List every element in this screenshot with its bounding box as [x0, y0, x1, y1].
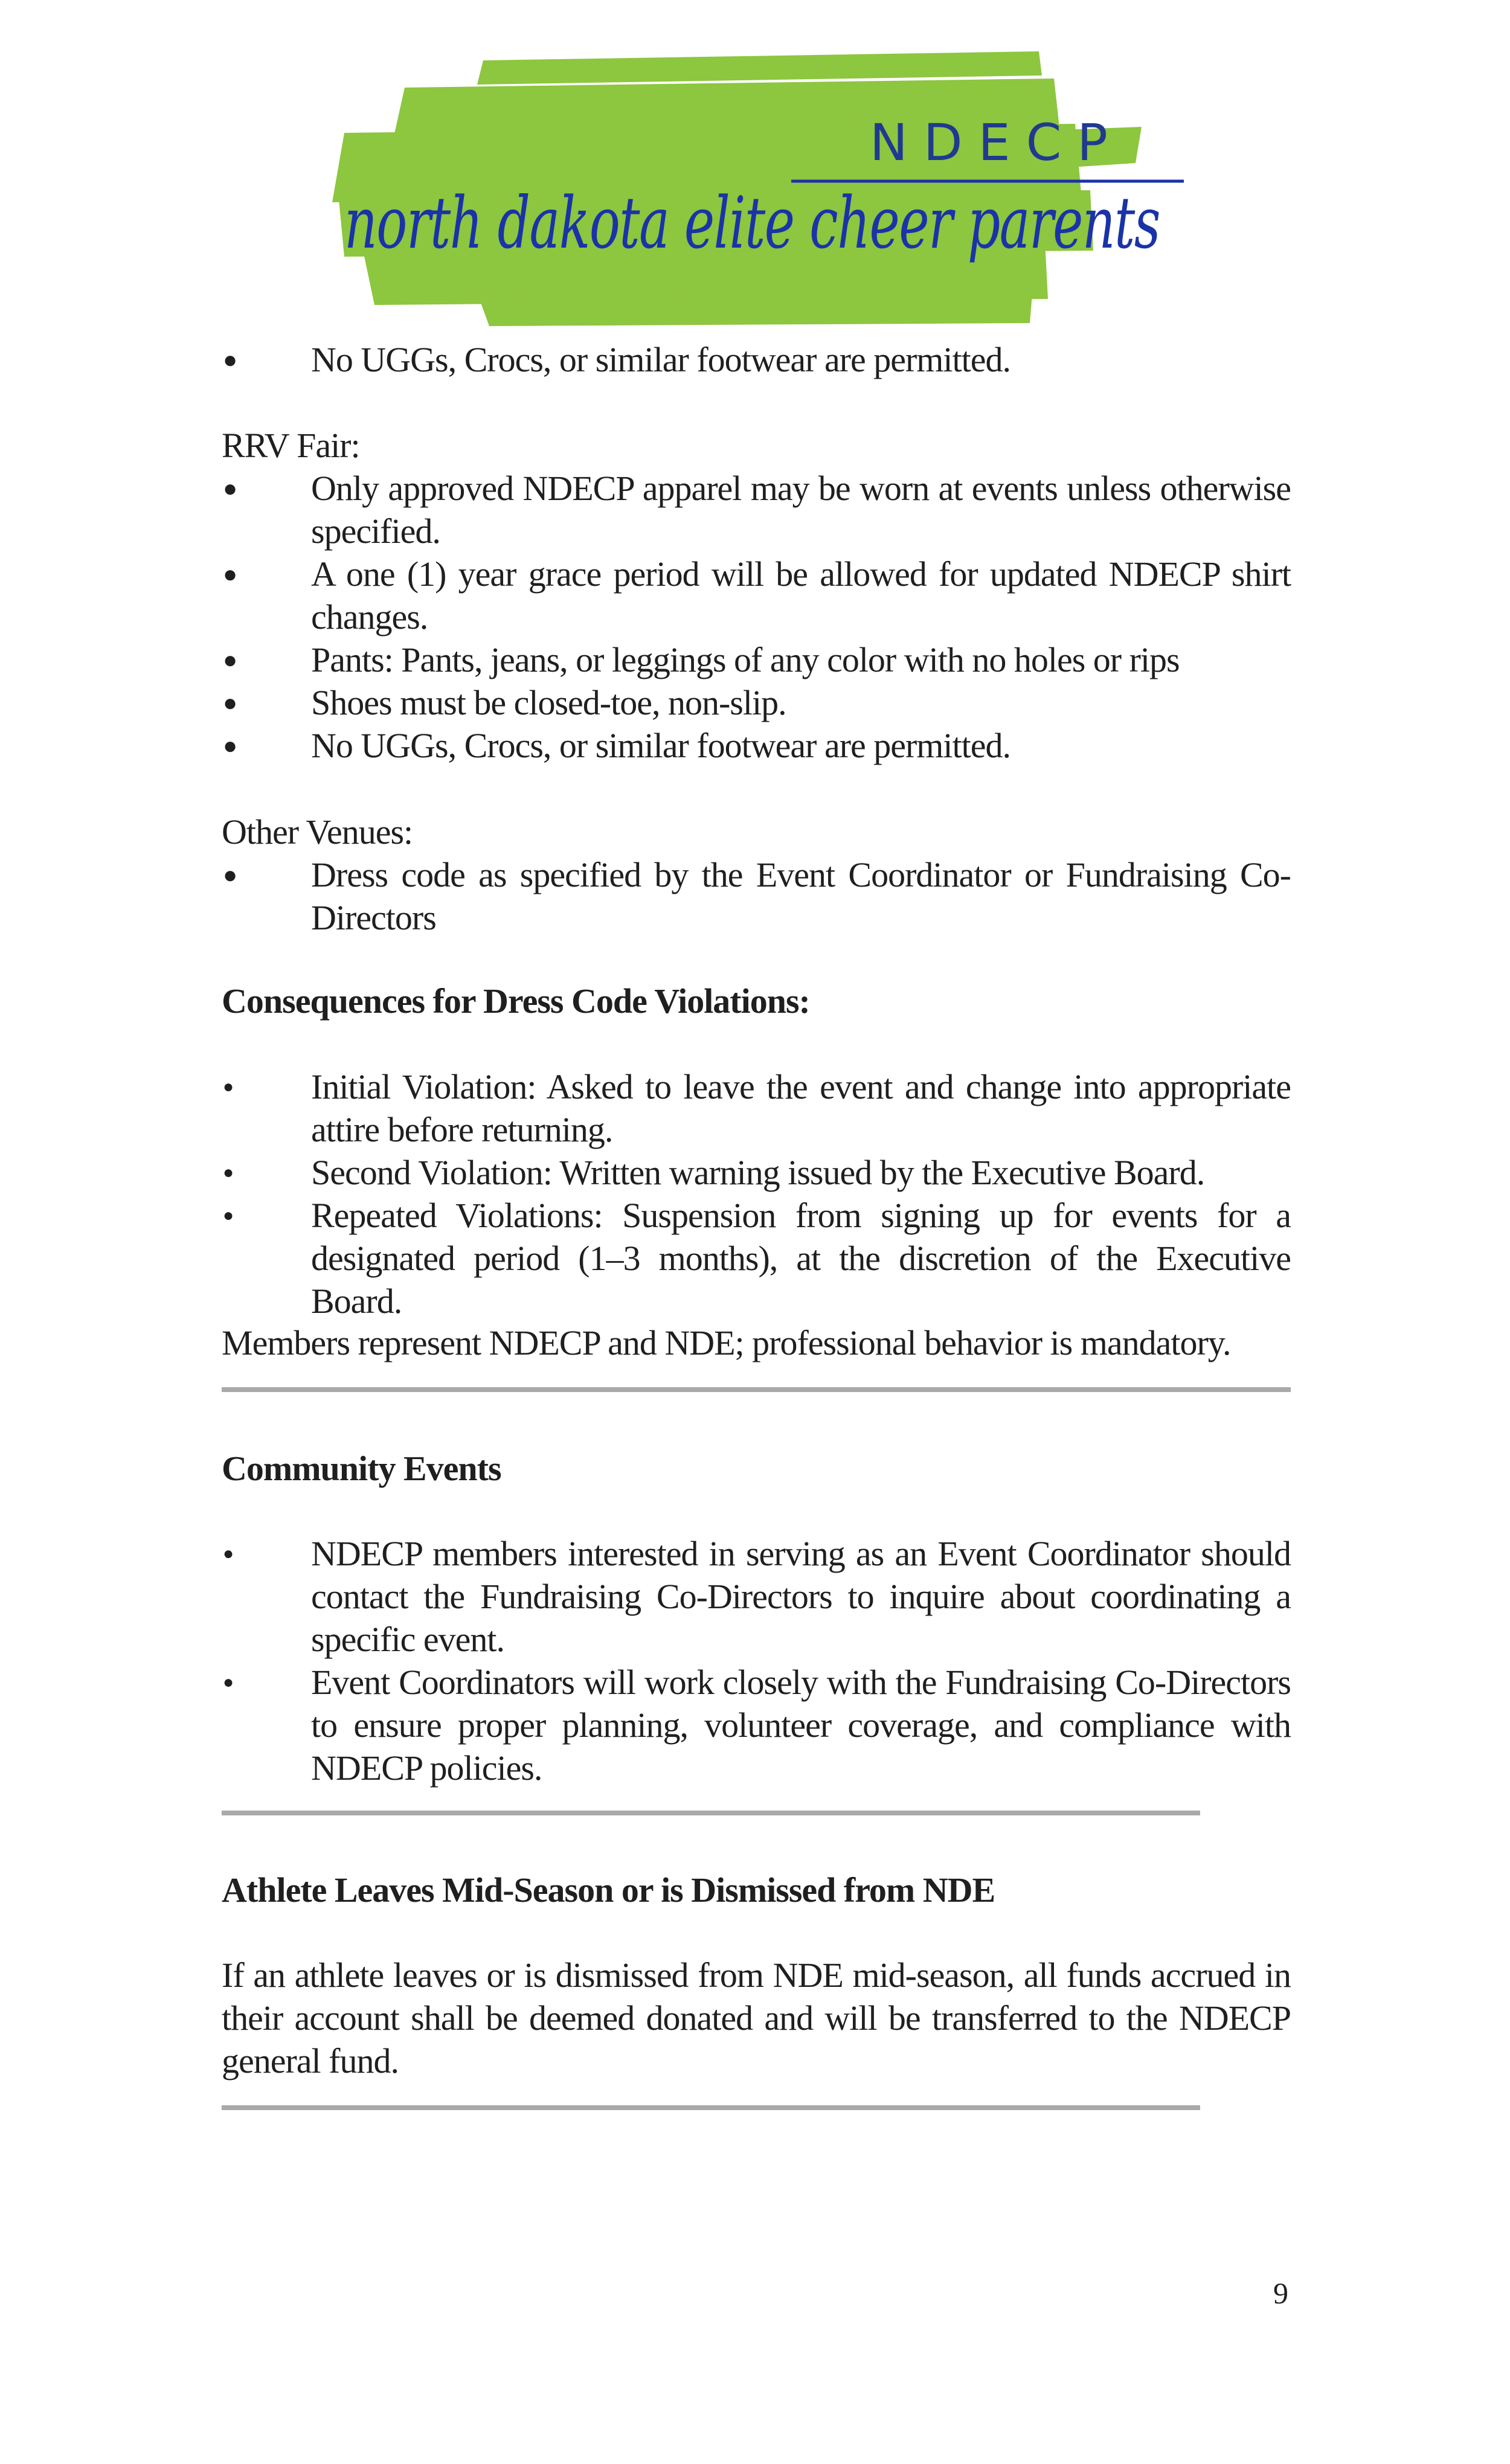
- list-item: ● Only approved NDECP apparel may be worn at events unless otherwise specified.: [222, 467, 1291, 553]
- rrv-fair-list: [222, 467, 1291, 767]
- bullet-icon: ●: [223, 646, 237, 673]
- consequences-list-block: [222, 1065, 1291, 1323]
- section-divider: [222, 1811, 1200, 1815]
- community-events-list: [222, 1532, 1291, 1789]
- other-venues-label: Other Venues:: [222, 812, 413, 852]
- rrv-fair-section: [222, 424, 1291, 767]
- bullet-icon: ●: [223, 1163, 234, 1182]
- community-events-section: [222, 1447, 1291, 1490]
- consequences-closing: Members represent NDECP and NDE; professional behavior is mandatory.: [222, 1323, 1231, 1362]
- section-divider: [222, 1387, 1291, 1392]
- list-item: ● Initial Violation: Asked to leave the event and change into appropriate attire before returning.: [222, 1065, 1291, 1151]
- athlete-leaves-section: [222, 1869, 1291, 1911]
- section-divider: [222, 2105, 1200, 2110]
- bullet-icon: ●: [223, 1205, 234, 1225]
- logo-full-name: north dakota elite cheer parents: [344, 181, 1160, 265]
- list-item: ● No UGGs, Crocs, or similar footwear are permitted.: [222, 724, 1291, 767]
- bullet-icon: ●: [223, 689, 237, 716]
- community-events-heading: Community Events: [222, 1449, 501, 1488]
- athlete-leaves-body: If an athlete leaves or is dismissed from NDE mid-season, all funds accrued in their account shall be deemed donated and will be transferred to the NDECP general fund.: [222, 1955, 1291, 2081]
- bullet-icon: ●: [223, 346, 237, 373]
- bullet-icon: ●: [223, 560, 237, 588]
- list-item: ● A one (1) year grace period will be allowed for updated NDECP shirt changes.: [222, 553, 1291, 638]
- list-item: ● Dress code as specified by the Event Coordinator or Fundraising Co-Directors: [222, 853, 1291, 939]
- consequences-section: [222, 980, 1291, 1022]
- logo-short-name: NDECP: [870, 113, 1123, 172]
- list-item: ● Pants: Pants, jeans, or leggings of any color with no holes or rips: [222, 638, 1291, 681]
- ndecp-logo: [320, 42, 1184, 332]
- bullet-icon: ●: [223, 732, 237, 759]
- other-venues-section: [222, 810, 1291, 939]
- bullet-icon: ●: [223, 1077, 234, 1097]
- consequences-closing-block: [222, 1321, 1291, 1364]
- consequences-heading: Consequences for Dress Code Violations:: [222, 981, 810, 1021]
- top-list-block: [222, 338, 1291, 381]
- page-number: 9: [1273, 2276, 1288, 2310]
- list-item: ● Event Coordinators will work closely with the Fundraising Co-Directors to ensure proper planning, volunteer coverage, and compliance with NDECP policies.: [222, 1661, 1291, 1789]
- bullet-icon: ●: [223, 1544, 234, 1564]
- rrv-fair-label: RRV Fair:: [222, 426, 360, 465]
- bullet-icon: ●: [223, 475, 237, 502]
- top-list: [222, 338, 1291, 381]
- list-item: ● No UGGs, Crocs, or similar footwear are permitted.: [222, 338, 1291, 381]
- list-item: ● Second Violation: Written warning issued by the Executive Board.: [222, 1151, 1291, 1194]
- consequences-list: [222, 1065, 1291, 1323]
- list-item: ● Shoes must be closed-toe, non-slip.: [222, 681, 1291, 724]
- other-venues-list: [222, 853, 1291, 939]
- bullet-icon: ●: [223, 861, 237, 888]
- community-events-list-block: [222, 1532, 1291, 1789]
- list-item: ● NDECP members interested in serving as an Event Coordinator should contact the Fundraising Co-Directors to inquire about coordinating a specific event.: [222, 1532, 1291, 1661]
- list-item: ● Repeated Violations: Suspension from signing up for events for a designated period (1–3 months), at the discretion of the Executive Board.: [222, 1194, 1291, 1323]
- athlete-leaves-heading: Athlete Leaves Mid-Season or is Dismissed from NDE: [222, 1870, 995, 1910]
- athlete-leaves-body-block: [222, 1954, 1291, 2082]
- bullet-icon: ●: [223, 1672, 234, 1692]
